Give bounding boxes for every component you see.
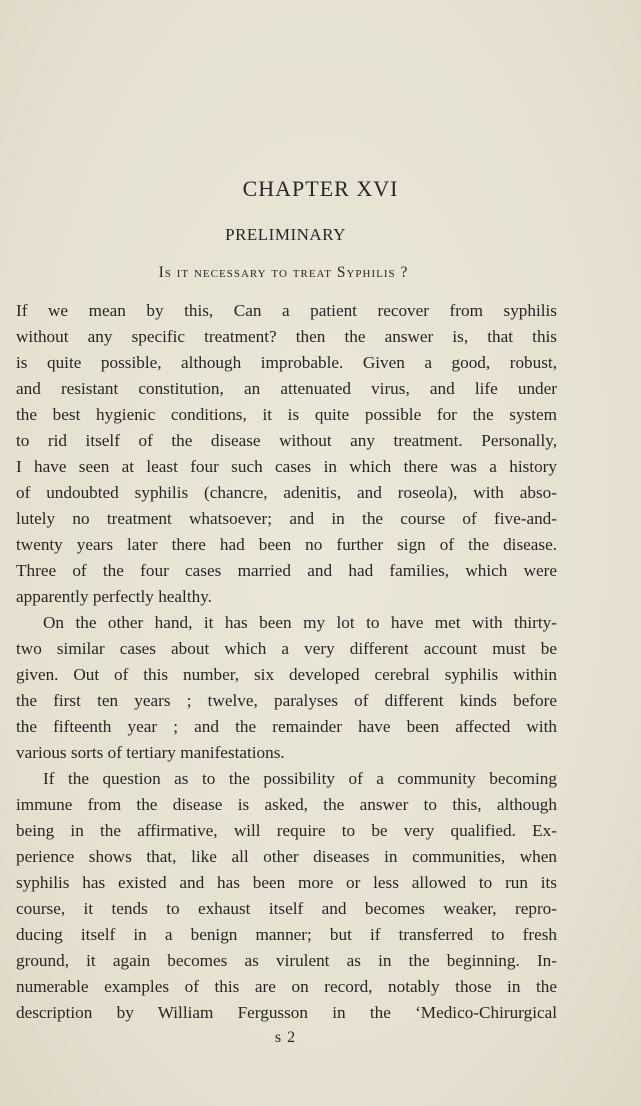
paragraph-1 (16, 298, 557, 610)
body-text (16, 298, 557, 1026)
text-line: of undoubted syphilis (chancre, adenitis, and roseola), with abso- (16, 483, 557, 502)
text-line: numerable examples of this are on record, notably those in the (16, 977, 557, 996)
paragraph-2 (16, 610, 557, 766)
text-line: lutely no treatment whatsoever; and in the course of five-and- (16, 509, 557, 528)
text-line: I have seen at least four such cases in which there was a history (16, 457, 557, 476)
text-line: the best hygienic conditions, it is quite possible for the system (16, 405, 557, 424)
text-line: to rid itself of the disease without any treatment. Personally, (16, 431, 557, 450)
text-line: given. Out of this number, six developed cerebral syphilis within (16, 665, 557, 684)
text-line: being in the affirmative, will require to be very qualified. Ex- (16, 821, 557, 840)
text-line: the first ten years ; twelve, paralyses of different kinds before (16, 691, 557, 710)
chapter-title: PRELIMINARY (225, 225, 346, 244)
text-line: is quite possible, although improbable. Given a good, robust, (16, 353, 557, 372)
paragraph-3 (16, 766, 557, 1026)
text-line: syphilis has existed and has been more or less allowed to run its (16, 873, 557, 892)
chapter-number: CHAPTER XVI (242, 176, 399, 201)
signature-mark: s 2 (274, 1029, 297, 1046)
text-line: If we mean by this, Can a patient recover from syphilis (16, 301, 557, 320)
text-line: immune from the disease is asked, the answer to this, although (16, 795, 557, 814)
text-line: without any specific treatment? then the answer is, that this (16, 327, 557, 346)
section-heading: Is it necessary to treat Syphilis ? (158, 264, 409, 281)
text-line: apparently perfectly healthy. (16, 587, 212, 606)
text-line: perience shows that, like all other diseases in communities, when (16, 847, 557, 866)
text-line: Three of the four cases married and had families, which were (16, 561, 557, 580)
text-line: two similar cases about which a very different account must be (16, 639, 557, 658)
text-line: various sorts of tertiary manifestations. (16, 743, 285, 762)
text-line: description by William Fergusson in the ‘Medico-Chirurgical (16, 1003, 557, 1022)
text-line: ground, it again becomes as virulent as in the beginning. In- (16, 951, 557, 970)
text-line: twenty years later there had been no further sign of the disease. (16, 535, 557, 554)
text-line: course, it tends to exhaust itself and becomes weaker, repro- (16, 899, 557, 918)
text-line: If the question as to the possibility of a community becoming (43, 769, 557, 788)
text-line: the fifteenth year ; and the remainder have been affected with (16, 717, 557, 736)
text-line: On the other hand, it has been my lot to have met with thirty- (43, 613, 557, 632)
text-line: and resistant constitution, an attenuated virus, and life under (16, 379, 557, 398)
text-line: ducing itself in a benign manner; but if transferred to fresh (16, 925, 557, 944)
